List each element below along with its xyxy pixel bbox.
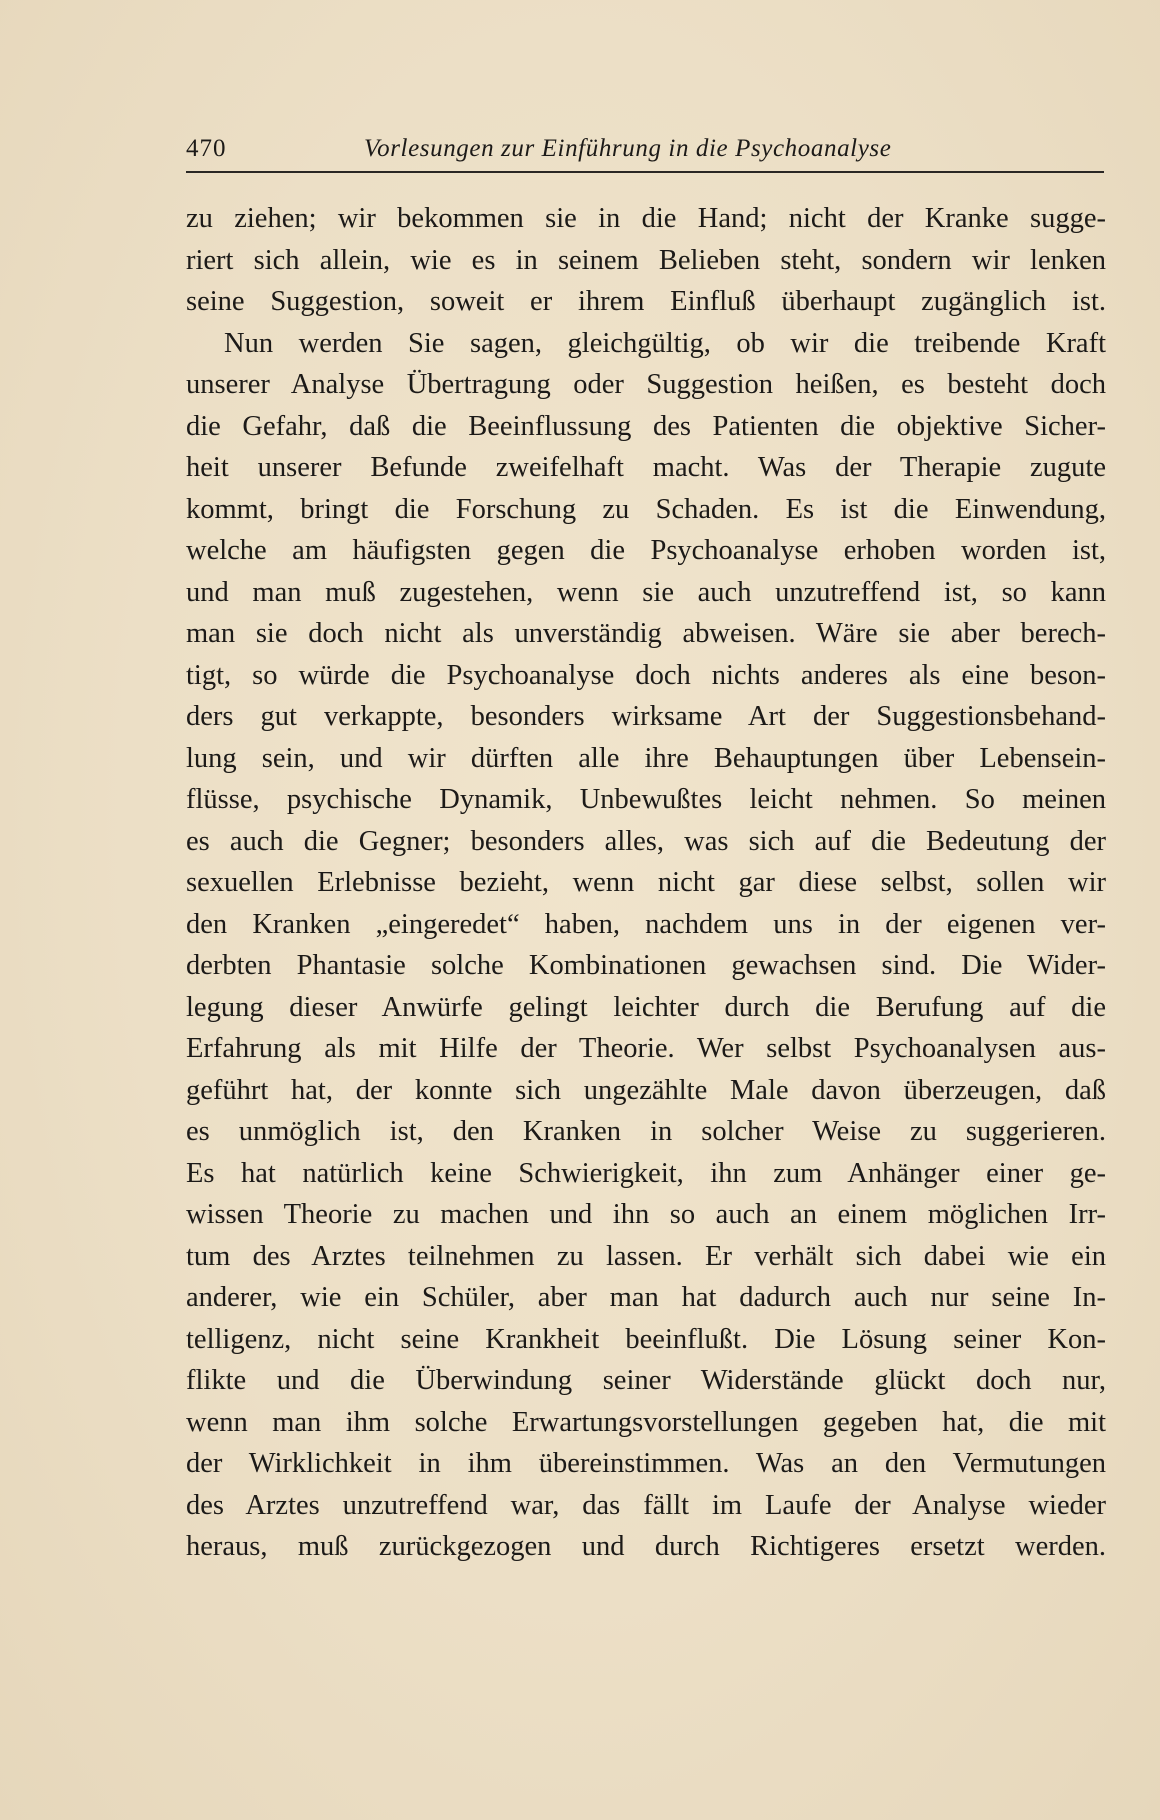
text-line: es auch die Gegner; besonders alles, was sich auf die Bedeutung der xyxy=(186,825,1106,857)
text-line: sexuellen Erlebnisse bezieht, wenn nicht gar diese selbst, sollen wir xyxy=(186,867,1106,898)
text-line: wenn man ihm solche Erwartungsvorstellungen gegeben hat, die mit xyxy=(186,1406,1106,1438)
text-line: Es hat natürlich keine Schwierigkeit, ihn zum Anhänger einer ge- xyxy=(186,1157,1106,1189)
text-line: den Kranken „eingeredet“ haben, nachdem uns in der eigenen ver- xyxy=(186,908,1106,940)
text-line: geführt hat, der konnte sich ungezählte Male davon überzeugen, daß xyxy=(186,1074,1106,1106)
text-line: heraus, muß zurückgezogen und durch Richtigeres ersetzt werden. xyxy=(186,1531,1106,1562)
page-number: 470 xyxy=(186,135,227,162)
body-text xyxy=(186,198,1106,1568)
text-line: anderer, wie ein Schüler, aber man hat dadurch auch nur seine In- xyxy=(186,1282,1106,1313)
text-line: flikte und die Überwindung seiner Widerstände glückt doch nur, xyxy=(186,1365,1106,1396)
text-line: Nun werden Sie sagen, gleichgültig, ob wir die treibende Kraft xyxy=(224,327,1106,359)
text-line: unserer Analyse Übertragung oder Suggestion heißen, es besteht doch xyxy=(186,369,1106,400)
text-line: riert sich allein, wie es in seinem Belieben steht, sondern wir lenken xyxy=(186,244,1106,276)
text-line: wissen Theorie zu machen und ihn so auch an einem möglichen Irr- xyxy=(186,1199,1106,1230)
running-header xyxy=(186,131,1104,173)
text-line: tum des Arztes teilnehmen zu lassen. Er verhält sich dabei wie ein xyxy=(186,1240,1106,1272)
text-line: welche am häufigsten gegen die Psychoanalyse erhoben worden ist, xyxy=(186,535,1106,566)
text-line: flüsse, psychische Dynamik, Unbewußtes leicht nehmen. So meinen xyxy=(186,784,1106,815)
text-line: der Wirklichkeit in ihm übereinstimmen. Was an den Vermutungen xyxy=(186,1448,1106,1479)
text-line: es unmöglich ist, den Kranken in solcher Weise zu suggerieren. xyxy=(186,1116,1106,1147)
text-line: zu ziehen; wir bekommen sie in die Hand; nicht der Kranke sugge- xyxy=(186,203,1106,234)
text-line: legung dieser Anwürfe gelingt leichter durch die Berufung auf die xyxy=(186,991,1106,1023)
text-line: heit unserer Befunde zweifelhaft macht. Was der Therapie zugute xyxy=(186,452,1106,483)
text-line: die Gefahr, daß die Beeinflussung des Patienten die objektive Sicher- xyxy=(186,410,1106,442)
text-line: und man muß zugestehen, wenn sie auch unzutreffend ist, so kann xyxy=(186,576,1106,608)
text-line: derbten Phantasie solche Kombinationen gewachsen sind. Die Wider- xyxy=(186,950,1106,981)
text-line: kommt, bringt die Forschung zu Schaden. Es ist die Einwendung, xyxy=(186,493,1106,525)
text-line: man sie doch nicht als unverständig abweisen. Wäre sie aber berech- xyxy=(186,618,1106,649)
running-title: Vorlesungen zur Einführung in die Psychoanalyse xyxy=(364,135,892,162)
text-line: lung sein, und wir dürften alle ihre Behauptungen über Lebensein- xyxy=(186,742,1106,774)
text-line: ders gut verkappte, besonders wirksame Art der Suggestionsbehand- xyxy=(186,701,1106,732)
text-line: des Arztes unzutreffend war, das fällt im Laufe der Analyse wieder xyxy=(186,1489,1106,1521)
text-line: Erfahrung als mit Hilfe der Theorie. Wer selbst Psychoanalysen aus- xyxy=(186,1033,1106,1064)
text-line: seine Suggestion, soweit er ihrem Einfluß überhaupt zugänglich ist. xyxy=(186,286,1106,317)
text-line: telligenz, nicht seine Krankheit beeinflußt. Die Lösung seiner Kon- xyxy=(186,1323,1106,1355)
text-line: tigt, so würde die Psychoanalyse doch nichts anderes als eine beson- xyxy=(186,659,1106,691)
